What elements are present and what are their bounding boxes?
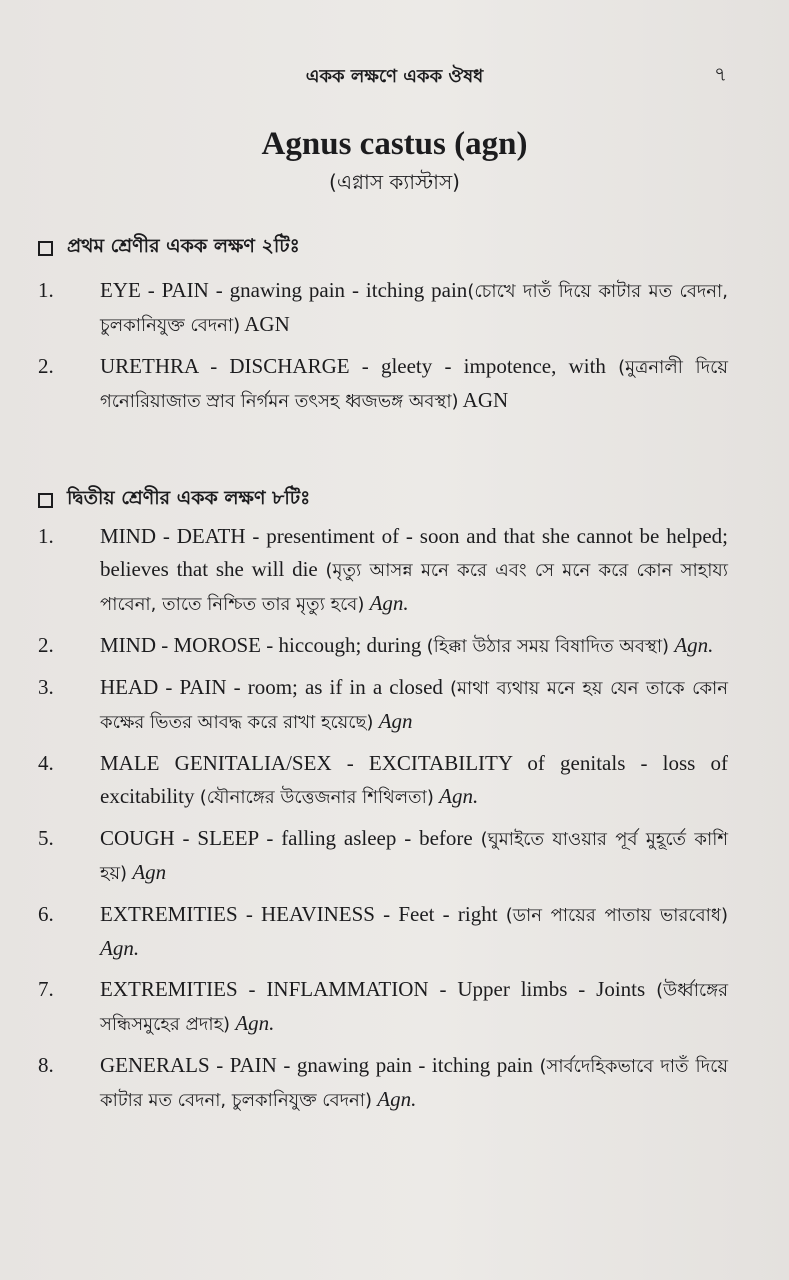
section-heading-second	[38, 484, 310, 516]
entry-text	[100, 898, 728, 965]
entry-english: EYE - PAIN - gnawing pain - itching pain	[100, 278, 468, 302]
entry-abbr: Agn.	[235, 1011, 275, 1035]
entry-english: MIND - MOROSE - hiccough; during	[100, 633, 422, 657]
entry-english: URETHRA - DISCHARGE - gleety - impotence, with	[100, 354, 606, 378]
checkbox-icon	[38, 493, 53, 508]
entry-number: 7.	[38, 977, 54, 1001]
entry-number: 2.	[38, 633, 54, 657]
entry-bengali: (ডান পায়ের পাতায় ভারবোধ)	[505, 905, 728, 926]
section-heading-first	[38, 232, 300, 264]
entry-list-second	[36, 520, 728, 1125]
entry-abbr: Agn.	[674, 633, 714, 657]
page-number: ৭	[713, 62, 727, 86]
entry-number: 1.	[38, 278, 54, 302]
entry-number: 3.	[38, 675, 54, 699]
entry-bengali: (উর্ধ্বাঙ্গের সন্ধিসমুহের প্রদাহ)	[100, 980, 728, 1035]
entry-abbr: Agn.	[377, 1087, 417, 1111]
running-head: একক লক্ষণে একক ঔষধ	[305, 66, 484, 87]
entry-bengali: (মৃত্যু আসন্ন মনে করে এবং সে মনে করে কোন সাহায্য পাবেনা, তাতে নিশ্চিত তার মৃত্যু হবে)	[100, 560, 728, 615]
entry-abbr: Agn.	[369, 591, 409, 615]
entry-english: EXTREMITIES - INFLAMMATION - Upper limbs - Joints	[100, 977, 646, 1001]
list-item	[36, 274, 728, 342]
entry-english: GENERALS - PAIN - gnawing pain - itching pain	[100, 1053, 533, 1077]
entry-number: 2.	[38, 354, 54, 378]
list-item	[36, 1049, 728, 1117]
entry-bengali: (ঘুমাইতে যাওয়ার পূর্ব মুহূর্তে কাশি হয়)	[100, 829, 729, 884]
list-item	[36, 671, 728, 739]
entry-abbr: Agn	[132, 860, 167, 884]
entry-abbr: Agn	[378, 709, 413, 733]
entry-english: HEAD - PAIN - room; as if in a closed	[100, 675, 443, 699]
list-item	[36, 350, 728, 418]
entry-text	[100, 1049, 728, 1117]
entry-english: EXTREMITIES - HEAVINESS - Feet - right	[100, 902, 498, 926]
list-item	[36, 520, 728, 621]
entry-bengali: (চোখে দাতঁ দিয়ে কাটার মত বেদনা, চুলকানিযুক্ত বেদনা)	[100, 281, 728, 336]
remedy-title: Agnus castus (agn)	[261, 126, 528, 162]
entry-english: MALE GENITALIA/SEX - EXCITABILITY of genitals - loss of excitability	[100, 751, 728, 808]
section-heading-text: দ্বিতীয় শ্রেণীর একক লক্ষণ ৮টিঃ	[67, 487, 311, 509]
entry-abbr: AGN	[462, 388, 509, 412]
entry-text	[100, 350, 728, 418]
entry-text	[100, 629, 728, 663]
entry-number: 5.	[38, 826, 54, 850]
entry-abbr: Agn.	[439, 784, 479, 808]
list-item	[36, 822, 728, 890]
entry-number: 8.	[38, 1053, 54, 1077]
entry-bengali: (হিক্কা উঠার সময় বিষাদিত অবস্থা)	[426, 636, 670, 657]
entry-list-first	[36, 274, 728, 426]
entry-abbr: Agn.	[100, 936, 140, 960]
list-item	[36, 973, 728, 1041]
entry-bengali: (মাথা ব্যথায় মনে হয় যেন তাকে কোন কক্ষের ভিতর আবদ্ধ করে রাখা হয়েছে)	[100, 678, 728, 733]
entry-number: 4.	[38, 751, 54, 775]
list-item	[36, 747, 728, 814]
entry-text	[100, 822, 728, 890]
entry-text	[100, 747, 728, 814]
entry-text	[100, 520, 728, 621]
entry-bengali: (মুত্রনালী দিয়ে গনোরিয়াজাত স্রাব নির্গমন তৎসহ ধ্বজভঙ্গ অবস্থা)	[100, 357, 729, 412]
entry-text	[100, 973, 728, 1041]
list-item	[36, 629, 728, 663]
entry-english: COUGH - SLEEP - falling asleep - before	[100, 826, 473, 850]
entry-bengali: (সার্বদেহিকভাবে দাতঁ দিয়ে কাটার মত বেদনা, চুলকানিযুক্ত বেদনা)	[100, 1056, 728, 1111]
entry-text	[100, 274, 728, 342]
entry-bengali: (যৌনাঙ্গের উত্তেজনার শিথিলতা)	[199, 787, 434, 808]
entry-number: 1.	[38, 524, 54, 548]
entry-abbr: AGN	[244, 312, 290, 336]
entry-text	[100, 671, 728, 739]
remedy-subtitle: (এগ্নাস ক্যাস্টাস)	[329, 170, 460, 194]
section-heading-text: প্রথম শ্রেণীর একক লক্ষণ ২টিঃ	[67, 235, 300, 257]
list-item	[36, 898, 728, 965]
entry-english: MIND - DEATH - presentiment of - soon and that she cannot be helped; believes that she will die	[100, 524, 728, 581]
checkbox-icon	[38, 241, 53, 256]
entry-number: 6.	[38, 902, 54, 926]
